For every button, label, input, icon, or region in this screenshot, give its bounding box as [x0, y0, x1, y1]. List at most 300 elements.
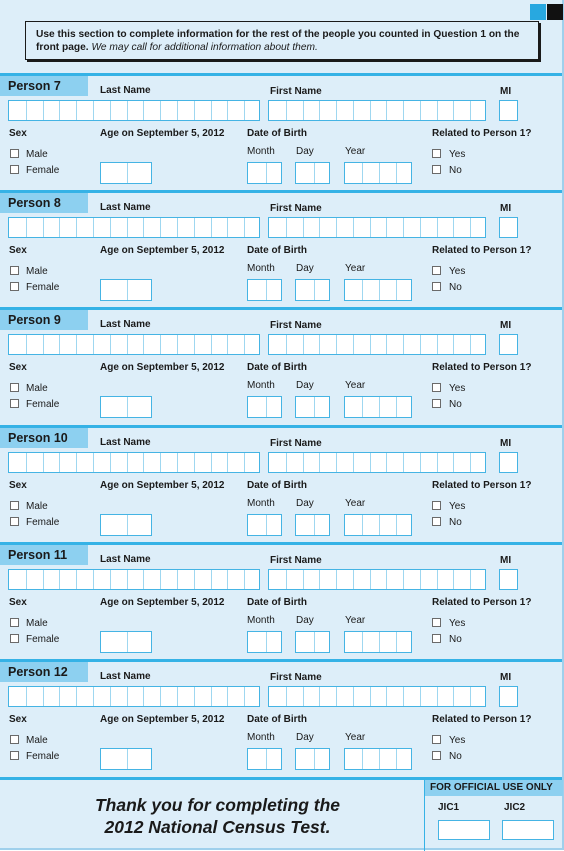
- cell-divider: [266, 632, 267, 652]
- cell-divider: [227, 101, 228, 120]
- cell-divider: [403, 335, 404, 354]
- age-field[interactable]: [100, 748, 152, 770]
- cell-divider: [26, 687, 27, 706]
- yes-checkbox[interactable]: [432, 735, 441, 744]
- cell-divider: [370, 570, 371, 589]
- cell-divider: [403, 218, 404, 237]
- female-label: Female: [26, 165, 60, 176]
- mi-field[interactable]: [499, 100, 518, 121]
- first-name-field[interactable]: [268, 569, 486, 590]
- cell-divider: [353, 335, 354, 354]
- day-label: Day: [296, 498, 314, 509]
- cell-divider: [362, 280, 363, 300]
- cell-divider: [127, 163, 128, 183]
- cell-divider: [177, 687, 178, 706]
- sex-label: Sex: [9, 128, 27, 139]
- year-field[interactable]: [344, 631, 412, 653]
- male-label: Male: [26, 266, 48, 277]
- cell-divider: [59, 687, 60, 706]
- instructions-note: We may call for additional information about them.: [91, 42, 318, 53]
- cell-divider: [396, 749, 397, 769]
- month-label: Month: [247, 615, 275, 626]
- cell-divider: [244, 335, 245, 354]
- cell-divider: [386, 453, 387, 472]
- cell-divider: [177, 218, 178, 237]
- cell-divider: [353, 570, 354, 589]
- cell-divider: [143, 687, 144, 706]
- age-label: Age on September 5, 2012: [100, 362, 225, 373]
- female-checkbox[interactable]: [10, 282, 19, 291]
- cell-divider: [379, 515, 380, 535]
- yes-label: Yes: [449, 383, 466, 394]
- cell-divider: [110, 687, 111, 706]
- cell-divider: [266, 749, 267, 769]
- cell-divider: [211, 218, 212, 237]
- age-field[interactable]: [100, 514, 152, 536]
- cell-divider: [127, 397, 128, 417]
- official-use-title: FOR OFFICIAL USE ONLY: [425, 780, 563, 796]
- no-label: No: [449, 399, 462, 410]
- cell-divider: [127, 632, 128, 652]
- cell-divider: [470, 570, 471, 589]
- cell-divider: [396, 397, 397, 417]
- first-name-label: First Name: [270, 203, 322, 214]
- mi-label: MI: [500, 555, 512, 566]
- cell-divider: [110, 570, 111, 589]
- age-field[interactable]: [100, 279, 152, 301]
- cell-divider: [453, 570, 454, 589]
- female-label: Female: [26, 282, 60, 293]
- mi-field[interactable]: [499, 569, 518, 590]
- year-label: Year: [345, 615, 366, 626]
- cell-divider: [386, 101, 387, 120]
- year-field[interactable]: [344, 279, 412, 301]
- male-checkbox[interactable]: [10, 735, 19, 744]
- cell-divider: [266, 515, 267, 535]
- cell-divider: [303, 101, 304, 120]
- cell-divider: [76, 453, 77, 472]
- last-name-field[interactable]: [8, 452, 260, 473]
- sex-label: Sex: [9, 480, 27, 491]
- cell-divider: [470, 453, 471, 472]
- first-name-field[interactable]: [268, 100, 486, 121]
- cell-divider: [303, 453, 304, 472]
- first-name-field[interactable]: [268, 452, 486, 473]
- cell-divider: [379, 280, 380, 300]
- cell-divider: [386, 218, 387, 237]
- year-label: Year: [345, 146, 366, 157]
- cell-divider: [362, 515, 363, 535]
- year-label: Year: [345, 498, 366, 509]
- cell-divider: [303, 218, 304, 237]
- person-label: Person 12: [0, 662, 88, 682]
- thank-you-message: [40, 794, 395, 838]
- sex-label: Sex: [9, 362, 27, 373]
- yes-checkbox[interactable]: [432, 266, 441, 275]
- cell-divider: [470, 335, 471, 354]
- cell-divider: [314, 632, 315, 652]
- age-field[interactable]: [100, 162, 152, 184]
- female-checkbox[interactable]: [10, 517, 19, 526]
- cell-divider: [420, 687, 421, 706]
- month-label: Month: [247, 380, 275, 391]
- yes-checkbox[interactable]: [432, 383, 441, 392]
- no-checkbox[interactable]: [432, 517, 441, 526]
- cell-divider: [286, 101, 287, 120]
- cell-divider: [370, 687, 371, 706]
- cell-divider: [370, 453, 371, 472]
- cell-divider: [177, 453, 178, 472]
- cell-divider: [143, 218, 144, 237]
- first-name-label: First Name: [270, 672, 322, 683]
- cell-divider: [244, 570, 245, 589]
- cell-divider: [370, 218, 371, 237]
- last-name-label: Last Name: [100, 437, 151, 448]
- yes-checkbox[interactable]: [432, 501, 441, 510]
- dob-label: Date of Birth: [247, 245, 307, 256]
- cell-divider: [110, 218, 111, 237]
- female-checkbox[interactable]: [10, 399, 19, 408]
- month-field[interactable]: [247, 514, 282, 536]
- mi-field[interactable]: [499, 686, 518, 707]
- mi-label: MI: [500, 320, 512, 331]
- yes-checkbox[interactable]: [432, 149, 441, 158]
- cell-divider: [303, 335, 304, 354]
- yes-label: Yes: [449, 149, 466, 160]
- cell-divider: [420, 453, 421, 472]
- year-field[interactable]: [344, 396, 412, 418]
- cell-divider: [194, 218, 195, 237]
- cell-divider: [26, 218, 27, 237]
- no-label: No: [449, 751, 462, 762]
- cell-divider: [76, 687, 77, 706]
- cell-divider: [336, 570, 337, 589]
- person-label: Person 8: [0, 193, 88, 213]
- cell-divider: [314, 397, 315, 417]
- cell-divider: [110, 453, 111, 472]
- last-name-field[interactable]: [8, 569, 260, 590]
- cell-divider: [353, 687, 354, 706]
- cell-divider: [314, 515, 315, 535]
- day-field[interactable]: [295, 396, 330, 418]
- cell-divider: [314, 280, 315, 300]
- cell-divider: [303, 570, 304, 589]
- last-name-field[interactable]: [8, 100, 260, 121]
- cell-divider: [470, 687, 471, 706]
- day-field[interactable]: [295, 162, 330, 184]
- related-label: Related to Person 1?: [432, 362, 532, 373]
- cell-divider: [177, 101, 178, 120]
- related-label: Related to Person 1?: [432, 480, 532, 491]
- cell-divider: [303, 687, 304, 706]
- cell-divider: [93, 453, 94, 472]
- cell-divider: [266, 397, 267, 417]
- month-label: Month: [247, 146, 275, 157]
- cell-divider: [160, 218, 161, 237]
- person-label: Person 10: [0, 428, 88, 448]
- cell-divider: [420, 570, 421, 589]
- cell-divider: [76, 570, 77, 589]
- yes-label: Yes: [449, 266, 466, 277]
- person-section: [0, 659, 562, 778]
- day-label: Day: [296, 263, 314, 274]
- year-field[interactable]: [344, 162, 412, 184]
- cell-divider: [143, 335, 144, 354]
- first-name-field[interactable]: [268, 334, 486, 355]
- cell-divider: [227, 335, 228, 354]
- male-label: Male: [26, 501, 48, 512]
- cell-divider: [211, 687, 212, 706]
- month-label: Month: [247, 732, 275, 743]
- year-label: Year: [345, 380, 366, 391]
- cell-divider: [362, 749, 363, 769]
- cell-divider: [336, 335, 337, 354]
- cell-divider: [227, 453, 228, 472]
- cell-divider: [396, 163, 397, 183]
- cell-divider: [160, 335, 161, 354]
- cell-divider: [143, 101, 144, 120]
- cell-divider: [43, 687, 44, 706]
- no-label: No: [449, 634, 462, 645]
- cell-divider: [93, 335, 94, 354]
- cell-divider: [59, 218, 60, 237]
- first-name-label: First Name: [270, 320, 322, 331]
- cell-divider: [437, 453, 438, 472]
- cell-divider: [453, 453, 454, 472]
- cell-divider: [43, 570, 44, 589]
- cell-divider: [453, 218, 454, 237]
- cell-divider: [211, 570, 212, 589]
- female-checkbox[interactable]: [10, 165, 19, 174]
- cell-divider: [160, 101, 161, 120]
- age-label: Age on September 5, 2012: [100, 714, 225, 725]
- cell-divider: [59, 570, 60, 589]
- year-label: Year: [345, 732, 366, 743]
- no-checkbox[interactable]: [432, 165, 441, 174]
- last-name-label: Last Name: [100, 319, 151, 330]
- last-name-field[interactable]: [8, 686, 260, 707]
- instructions-box: [25, 21, 539, 60]
- female-checkbox[interactable]: [10, 751, 19, 760]
- male-checkbox[interactable]: [10, 266, 19, 275]
- cell-divider: [127, 570, 128, 589]
- cell-divider: [143, 453, 144, 472]
- person-label: Person 7: [0, 76, 88, 96]
- cell-divider: [286, 453, 287, 472]
- person-section: [0, 542, 562, 661]
- cell-divider: [93, 570, 94, 589]
- yes-label: Yes: [449, 501, 466, 512]
- sex-label: Sex: [9, 245, 27, 256]
- yes-checkbox[interactable]: [432, 618, 441, 627]
- female-label: Female: [26, 399, 60, 410]
- year-label: Year: [345, 263, 366, 274]
- cell-divider: [453, 687, 454, 706]
- cell-divider: [420, 335, 421, 354]
- registration-mark-cyan: [530, 4, 546, 20]
- cell-divider: [110, 335, 111, 354]
- thank-you-line-2: 2012 National Census Test.: [104, 817, 331, 837]
- cell-divider: [396, 632, 397, 652]
- cell-divider: [43, 335, 44, 354]
- cell-divider: [127, 101, 128, 120]
- cell-divider: [143, 570, 144, 589]
- month-field[interactable]: [247, 279, 282, 301]
- month-label: Month: [247, 498, 275, 509]
- related-label: Related to Person 1?: [432, 597, 532, 608]
- form-footer: [0, 777, 562, 851]
- cell-divider: [59, 453, 60, 472]
- mi-label: MI: [500, 672, 512, 683]
- year-field[interactable]: [344, 748, 412, 770]
- cell-divider: [396, 515, 397, 535]
- last-name-label: Last Name: [100, 554, 151, 565]
- cell-divider: [177, 570, 178, 589]
- cell-divider: [386, 687, 387, 706]
- cell-divider: [403, 570, 404, 589]
- cell-divider: [336, 218, 337, 237]
- cell-divider: [194, 687, 195, 706]
- cell-divider: [437, 570, 438, 589]
- cell-divider: [314, 749, 315, 769]
- official-use-panel: [424, 780, 563, 851]
- cell-divider: [379, 632, 380, 652]
- cell-divider: [379, 397, 380, 417]
- month-field[interactable]: [247, 631, 282, 653]
- cell-divider: [244, 687, 245, 706]
- month-field[interactable]: [247, 748, 282, 770]
- cell-divider: [353, 101, 354, 120]
- last-name-field[interactable]: [8, 334, 260, 355]
- cell-divider: [127, 335, 128, 354]
- mi-field[interactable]: [499, 217, 518, 238]
- cell-divider: [160, 687, 161, 706]
- male-checkbox[interactable]: [10, 501, 19, 510]
- cell-divider: [379, 163, 380, 183]
- first-name-field[interactable]: [268, 686, 486, 707]
- cell-divider: [244, 218, 245, 237]
- cell-divider: [362, 397, 363, 417]
- male-label: Male: [26, 383, 48, 394]
- day-field[interactable]: [295, 279, 330, 301]
- cell-divider: [266, 163, 267, 183]
- cell-divider: [370, 335, 371, 354]
- female-label: Female: [26, 751, 60, 762]
- cell-divider: [76, 101, 77, 120]
- last-name-label: Last Name: [100, 671, 151, 682]
- last-name-field[interactable]: [8, 217, 260, 238]
- dob-label: Date of Birth: [247, 128, 307, 139]
- person-section: [0, 425, 562, 544]
- mi-label: MI: [500, 203, 512, 214]
- last-name-label: Last Name: [100, 85, 151, 96]
- cell-divider: [177, 335, 178, 354]
- cell-divider: [127, 749, 128, 769]
- cell-divider: [26, 101, 27, 120]
- cell-divider: [420, 101, 421, 120]
- jic2-field[interactable]: [502, 820, 554, 840]
- month-field[interactable]: [247, 396, 282, 418]
- no-checkbox[interactable]: [432, 634, 441, 643]
- age-field[interactable]: [100, 631, 152, 653]
- cell-divider: [127, 687, 128, 706]
- cell-divider: [93, 218, 94, 237]
- no-checkbox[interactable]: [432, 751, 441, 760]
- cell-divider: [403, 101, 404, 120]
- first-name-label: First Name: [270, 86, 322, 97]
- cell-divider: [470, 101, 471, 120]
- cell-divider: [76, 218, 77, 237]
- day-label: Day: [296, 380, 314, 391]
- age-field[interactable]: [100, 396, 152, 418]
- day-field[interactable]: [295, 514, 330, 536]
- person-section: [0, 307, 562, 426]
- cell-divider: [453, 101, 454, 120]
- person-section: [0, 73, 562, 192]
- month-field[interactable]: [247, 162, 282, 184]
- cell-divider: [319, 570, 320, 589]
- cell-divider: [286, 570, 287, 589]
- cell-divider: [370, 101, 371, 120]
- cell-divider: [26, 570, 27, 589]
- mi-field[interactable]: [499, 452, 518, 473]
- male-checkbox[interactable]: [10, 618, 19, 627]
- cell-divider: [396, 280, 397, 300]
- mi-field[interactable]: [499, 334, 518, 355]
- no-checkbox[interactable]: [432, 399, 441, 408]
- no-checkbox[interactable]: [432, 282, 441, 291]
- month-label: Month: [247, 263, 275, 274]
- person-label: Person 11: [0, 545, 88, 565]
- cell-divider: [93, 101, 94, 120]
- cell-divider: [43, 453, 44, 472]
- first-name-label: First Name: [270, 438, 322, 449]
- female-checkbox[interactable]: [10, 634, 19, 643]
- cell-divider: [319, 453, 320, 472]
- male-label: Male: [26, 735, 48, 746]
- male-checkbox[interactable]: [10, 149, 19, 158]
- cell-divider: [353, 218, 354, 237]
- jic1-field[interactable]: [438, 820, 490, 840]
- male-label: Male: [26, 149, 48, 160]
- male-checkbox[interactable]: [10, 383, 19, 392]
- age-label: Age on September 5, 2012: [100, 480, 225, 491]
- day-field[interactable]: [295, 748, 330, 770]
- first-name-field[interactable]: [268, 217, 486, 238]
- cell-divider: [286, 687, 287, 706]
- cell-divider: [93, 687, 94, 706]
- year-field[interactable]: [344, 514, 412, 536]
- cell-divider: [319, 335, 320, 354]
- day-field[interactable]: [295, 631, 330, 653]
- cell-divider: [437, 687, 438, 706]
- age-label: Age on September 5, 2012: [100, 128, 225, 139]
- jic2-label: JIC2: [504, 802, 526, 813]
- related-label: Related to Person 1?: [432, 714, 532, 725]
- cell-divider: [127, 280, 128, 300]
- cell-divider: [59, 335, 60, 354]
- last-name-label: Last Name: [100, 202, 151, 213]
- cell-divider: [127, 218, 128, 237]
- cell-divider: [26, 453, 27, 472]
- dob-label: Date of Birth: [247, 714, 307, 725]
- cell-divider: [336, 101, 337, 120]
- cell-divider: [286, 335, 287, 354]
- cell-divider: [227, 570, 228, 589]
- cell-divider: [453, 335, 454, 354]
- cell-divider: [76, 335, 77, 354]
- female-label: Female: [26, 634, 60, 645]
